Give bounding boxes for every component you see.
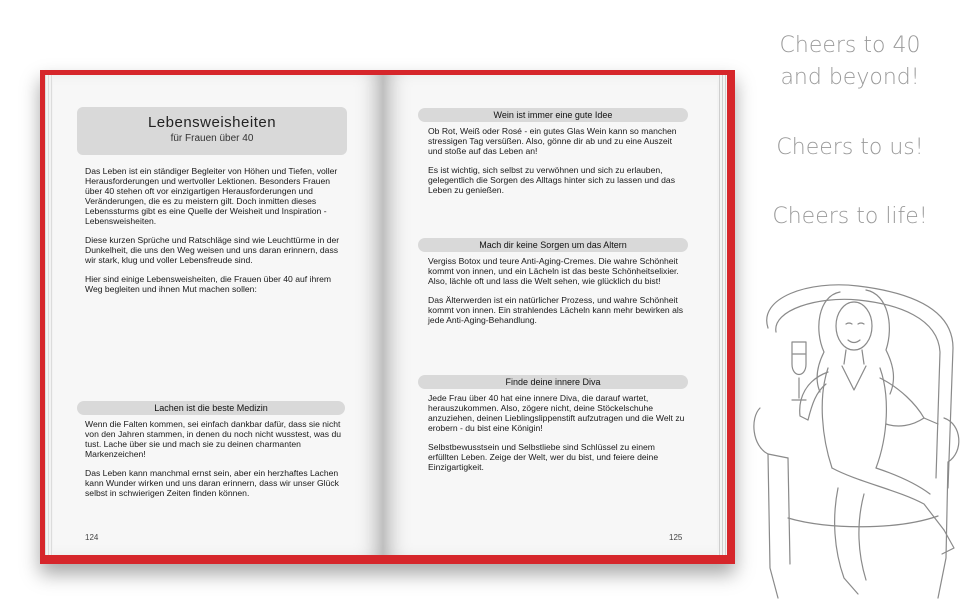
section-text-wein bbox=[428, 126, 686, 204]
cheers-40-text bbox=[760, 30, 940, 94]
page-edges-left bbox=[45, 75, 53, 555]
open-book bbox=[40, 70, 735, 564]
section-heading-lachen: Lachen ist die beste Medizin bbox=[77, 401, 345, 415]
woman-armchair-illustration bbox=[748, 268, 968, 600]
page-title: Lebensweisheiten bbox=[147, 114, 277, 131]
paragraph: Wenn die Falten kommen, sei einfach dankbar dafür, dass sie nicht von den Jahren stammen, in denen du noch nicht wusstest, was du tust. Lache über sie und mach sie zu deinen charmanten Markenzeichen! bbox=[85, 419, 342, 459]
paragraph: Selbstbewusstsein und Selbstliebe sind Schlüssel zu einem erfüllten Leben. Zeige der Welt, wer du bist, und feiere deine Einzigartigkeit. bbox=[428, 442, 659, 472]
page-number-left: 124 bbox=[85, 533, 99, 542]
page-edges-right bbox=[717, 75, 727, 555]
section-heading-altern: Mach dir keine Sorgen um das Altern bbox=[418, 238, 688, 252]
paragraph: Vergiss Botox und teure Anti-Aging-Cremes. Die wahre Schönheit kommt von innen, und ein Lächeln ist das beste Schönheitselixier. Also, lächle oft und lass die Welt sehen, wie glücklich du bist! bbox=[428, 256, 679, 286]
deco-line: and beyond! bbox=[780, 65, 920, 90]
section-text-altern bbox=[428, 256, 686, 334]
page-heading-box bbox=[77, 107, 347, 155]
section-text-lachen bbox=[85, 419, 347, 507]
left-page bbox=[45, 75, 383, 555]
paragraph: Ob Rot, Weiß oder Rosé - ein gutes Glas Wein kann so manchen stressigen Tag versüßen. Also, gönne dir ab und zu eine Auszeit und stoße auf das Leben an! bbox=[428, 126, 677, 156]
paragraph: Das Leben kann manchmal ernst sein, aber ein herzhaftes Lachen kann Wunder wirken und uns daran erinnern, dass wir unser Glück selbst in schwierigen Zeiten finden können. bbox=[85, 468, 339, 498]
deco-line: Cheers to 40 bbox=[779, 33, 921, 58]
section-heading-wein: Wein ist immer eine gute Idee bbox=[418, 108, 688, 122]
paragraph: Das Leben ist ein ständiger Begleiter von Höhen und Tiefen, voller Herausforderungen und wertvoller Lektionen. Besonders Frauen über 40 stehen oft vor einzigartigen Herausforderungen und Veränderungen, die es zu meistern gilt. Doch inmitten dieses Lebenssturms gibt es eine Quelle der Weisheit und Inspiration - Lebensweisheiten. bbox=[85, 166, 338, 226]
cheers-life-text: Cheers to life! bbox=[772, 204, 928, 229]
right-page bbox=[383, 75, 727, 555]
section-heading-diva: Finde deine innere Diva bbox=[418, 375, 688, 389]
section-text-diva bbox=[428, 393, 686, 481]
paragraph: Es ist wichtig, sich selbst zu verwöhnen und sich zu erlauben, gelegentlich die Sorgen des Alltags hinter sich zu lassen und das Leben zu genießen. bbox=[428, 165, 675, 195]
paragraph: Hier sind einige Lebensweisheiten, die Frauen über 40 auf ihrem Weg begleiten und ihnen Mut machen sollen: bbox=[85, 274, 332, 294]
page-subtitle: für Frauen über 40 bbox=[170, 133, 254, 144]
page-number-right: 125 bbox=[669, 533, 683, 542]
paragraph: Jede Frau über 40 hat eine innere Diva, die darauf wartet, herauszukommen. Also, zögere nicht, deine Stöckelschuhe anzuziehen, deinen Lieblingslippenstift aufzutragen und die Welt zu erobern - du bist eine Königin! bbox=[428, 393, 685, 433]
paragraph: Das Älterwerden ist ein natürlicher Prozess, und wahre Schönheit kommt von innen. Ein strahlendes Lächeln kann mehr bewirken als jede Anti-Aging-Behandlung. bbox=[428, 295, 684, 325]
cheers-us-text: Cheers to us! bbox=[776, 135, 924, 160]
paragraph: Diese kurzen Sprüche und Ratschläge sind wie Leuchttürme in der Dunkelheit, die uns den Weg weisen und uns daran erinnern, dass wir stark, klug und voller Lebensfreude sind. bbox=[85, 235, 340, 265]
intro-text bbox=[85, 166, 347, 303]
